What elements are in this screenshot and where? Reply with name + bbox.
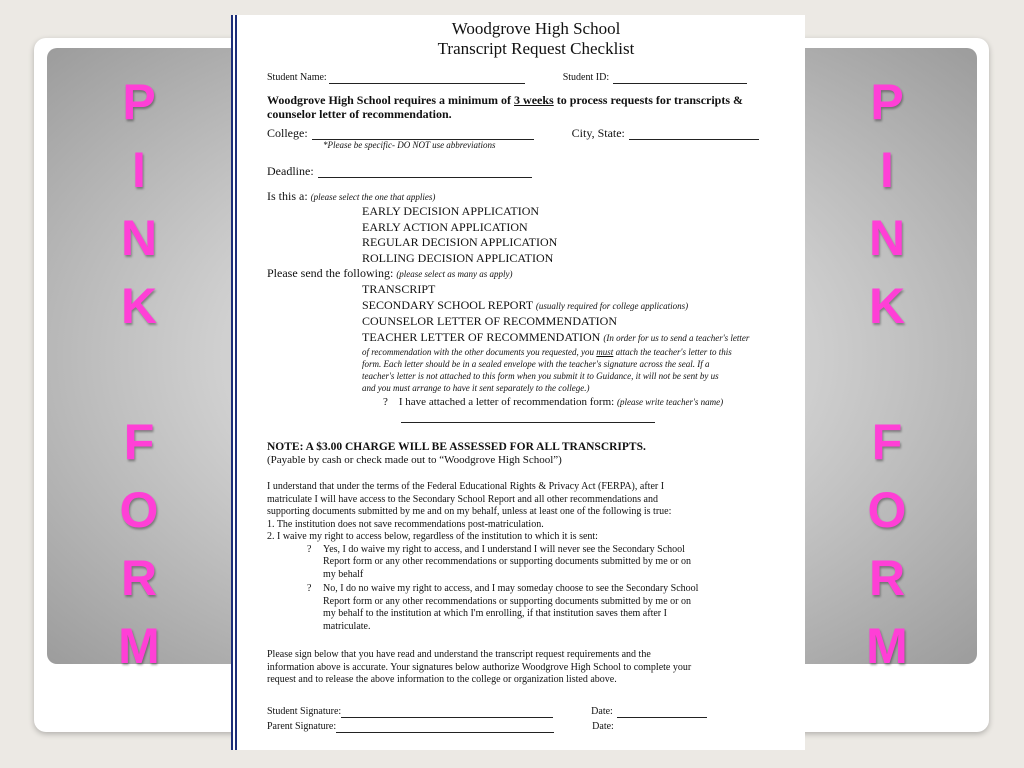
letter: O xyxy=(119,482,159,538)
transcript-charge-note: NOTE: A $3.00 CHARGE WILL BE ASSESSED FOR ALL TRANSCRIPTS. xyxy=(267,441,646,453)
ferpa-statement: I understand that under the terms of the Federal Educational Rights & Privacy Act (FERPA), after I matriculate I will have access to the Secondary School Report and all other recommendations and supporting documents submitted by me and on my behalf, unless at least one of the following is true: 1. The institution does not save recommendations post-matriculation. 2. I waive my right to access below, regardless of the institution to which it is sent: xyxy=(267,481,672,542)
parent-signature-label: Parent Signature: xyxy=(267,720,337,732)
college-field[interactable] xyxy=(312,128,534,140)
send-option-transcript[interactable]: TRANSCRIPT xyxy=(362,282,436,296)
checkbox-placeholder: ? xyxy=(383,396,388,408)
attached-letter-option[interactable]: ? I have attached a letter of recommendation form: (please write teacher's name) xyxy=(383,396,724,408)
teacher-letter-instructions: of recommendation with the other documents you requested, you must attach the teacher's letter to this form. Each letter should be in a sealed envelope with the teacher's signature across the seal. If a teacher's letter is not attached to this form when you submit it to Guidance, it will not be sent by us and you must arrange to have it sent separately to the college.) xyxy=(362,347,732,393)
application-type-option[interactable]: EARLY ACTION APPLICATION xyxy=(362,219,528,234)
send-option-teacher-letter[interactable]: TEACHER LETTER OF RECOMMENDATION (In order for us to send a teacher's letter xyxy=(362,329,750,344)
application-type-option[interactable]: REGULAR DECISION APPLICATION xyxy=(362,235,558,249)
student-name-label: Student Name: xyxy=(267,72,327,83)
student-signature-field[interactable] xyxy=(341,706,553,718)
parent-signature-row xyxy=(267,720,805,733)
student-name-field[interactable] xyxy=(329,72,525,84)
student-signature-label: Student Signature: xyxy=(267,705,342,717)
three-weeks-text: 3 weeks xyxy=(514,93,554,107)
letter: R xyxy=(868,550,906,606)
student-id-field[interactable] xyxy=(613,72,747,84)
no-waive-access-option[interactable]: ? No, I do no waive my right to access, and I may someday choose to see the Secondary School Report form or any other recommendations or supporting documents submitted by me or on my behalf to the institution at which I'm enrolling, if that institution saves them after I matriculate. xyxy=(307,583,699,632)
letter: P xyxy=(870,74,904,130)
letter: M xyxy=(118,618,160,674)
pink-form-left-label xyxy=(109,68,169,680)
checkbox-placeholder: ? xyxy=(307,583,312,594)
letter-gap xyxy=(857,340,917,408)
waive-access-option[interactable]: ? Yes, I do waive my right to access, and I understand I will never see the Secondary School Report form or any other recommendations or supporting documents submitted by me or on my behalf xyxy=(307,543,691,580)
send-following-question: Please send the following: (please select as many as apply) xyxy=(267,266,513,280)
letter: I xyxy=(132,142,146,198)
deadline-row xyxy=(267,165,805,178)
student-signature-row xyxy=(267,705,805,718)
letter: O xyxy=(867,482,907,538)
college-hint: *Please be specific- DO NOT use abbreviations xyxy=(323,140,496,150)
college-row xyxy=(267,127,805,140)
letter-gap xyxy=(109,340,169,408)
payable-note: (Payable by cash or check made out to “Woodgrove High School”) xyxy=(267,454,562,466)
parent-date-field[interactable] xyxy=(618,721,708,733)
application-type-option[interactable]: EARLY DECISION APPLICATION xyxy=(362,204,540,218)
form-school-title: Woodgrove High School xyxy=(451,19,621,38)
college-label: College: xyxy=(267,126,308,140)
checkbox-placeholder: ? xyxy=(307,543,312,555)
application-type-question: Is this a: (please select the one that applies) xyxy=(267,189,436,203)
processing-notice: Woodgrove High School requires a minimum of 3 weeks to process requests for transcripts & counselor letter of recommendation. xyxy=(267,93,744,121)
letter: P xyxy=(122,74,156,130)
teacher-name-field[interactable] xyxy=(401,411,655,423)
letter: M xyxy=(866,618,908,674)
send-option-counselor-letter[interactable]: COUNSELOR LETTER OF RECOMMENDATION xyxy=(362,314,617,328)
letter: N xyxy=(868,210,906,266)
letter: N xyxy=(120,210,158,266)
letter: F xyxy=(871,414,903,470)
letter: I xyxy=(880,142,894,198)
student-id-label: Student ID: xyxy=(562,72,610,83)
form-title: Transcript Request Checklist xyxy=(437,39,635,58)
parent-signature-field[interactable] xyxy=(336,721,554,733)
letter: K xyxy=(120,278,158,334)
letter: F xyxy=(123,414,155,470)
send-option-secondary-report[interactable]: SECONDARY SCHOOL REPORT (usually required for college applications) xyxy=(362,297,689,312)
application-type-option[interactable]: ROLLING DECISION APPLICATION xyxy=(362,250,554,265)
city-state-field[interactable] xyxy=(629,128,759,140)
letter: R xyxy=(120,550,158,606)
date-label: Date: xyxy=(592,720,614,732)
transcript-request-form xyxy=(231,15,805,750)
student-info-row xyxy=(267,71,805,84)
letter: K xyxy=(868,278,906,334)
deadline-label: Deadline: xyxy=(267,164,314,178)
student-date-field[interactable] xyxy=(617,706,707,718)
date-label: Date: xyxy=(591,705,613,717)
city-state-label: City, State: xyxy=(571,126,625,140)
deadline-field[interactable] xyxy=(318,166,532,178)
signature-authorization: Please sign below that you have read and understand the transcript request requirements and the information above is accurate. Your signatures below authorize Woodgrove High School to complete your request and to release the above information to the college or organization listed above. xyxy=(267,649,692,685)
pink-form-right-label xyxy=(857,68,917,680)
